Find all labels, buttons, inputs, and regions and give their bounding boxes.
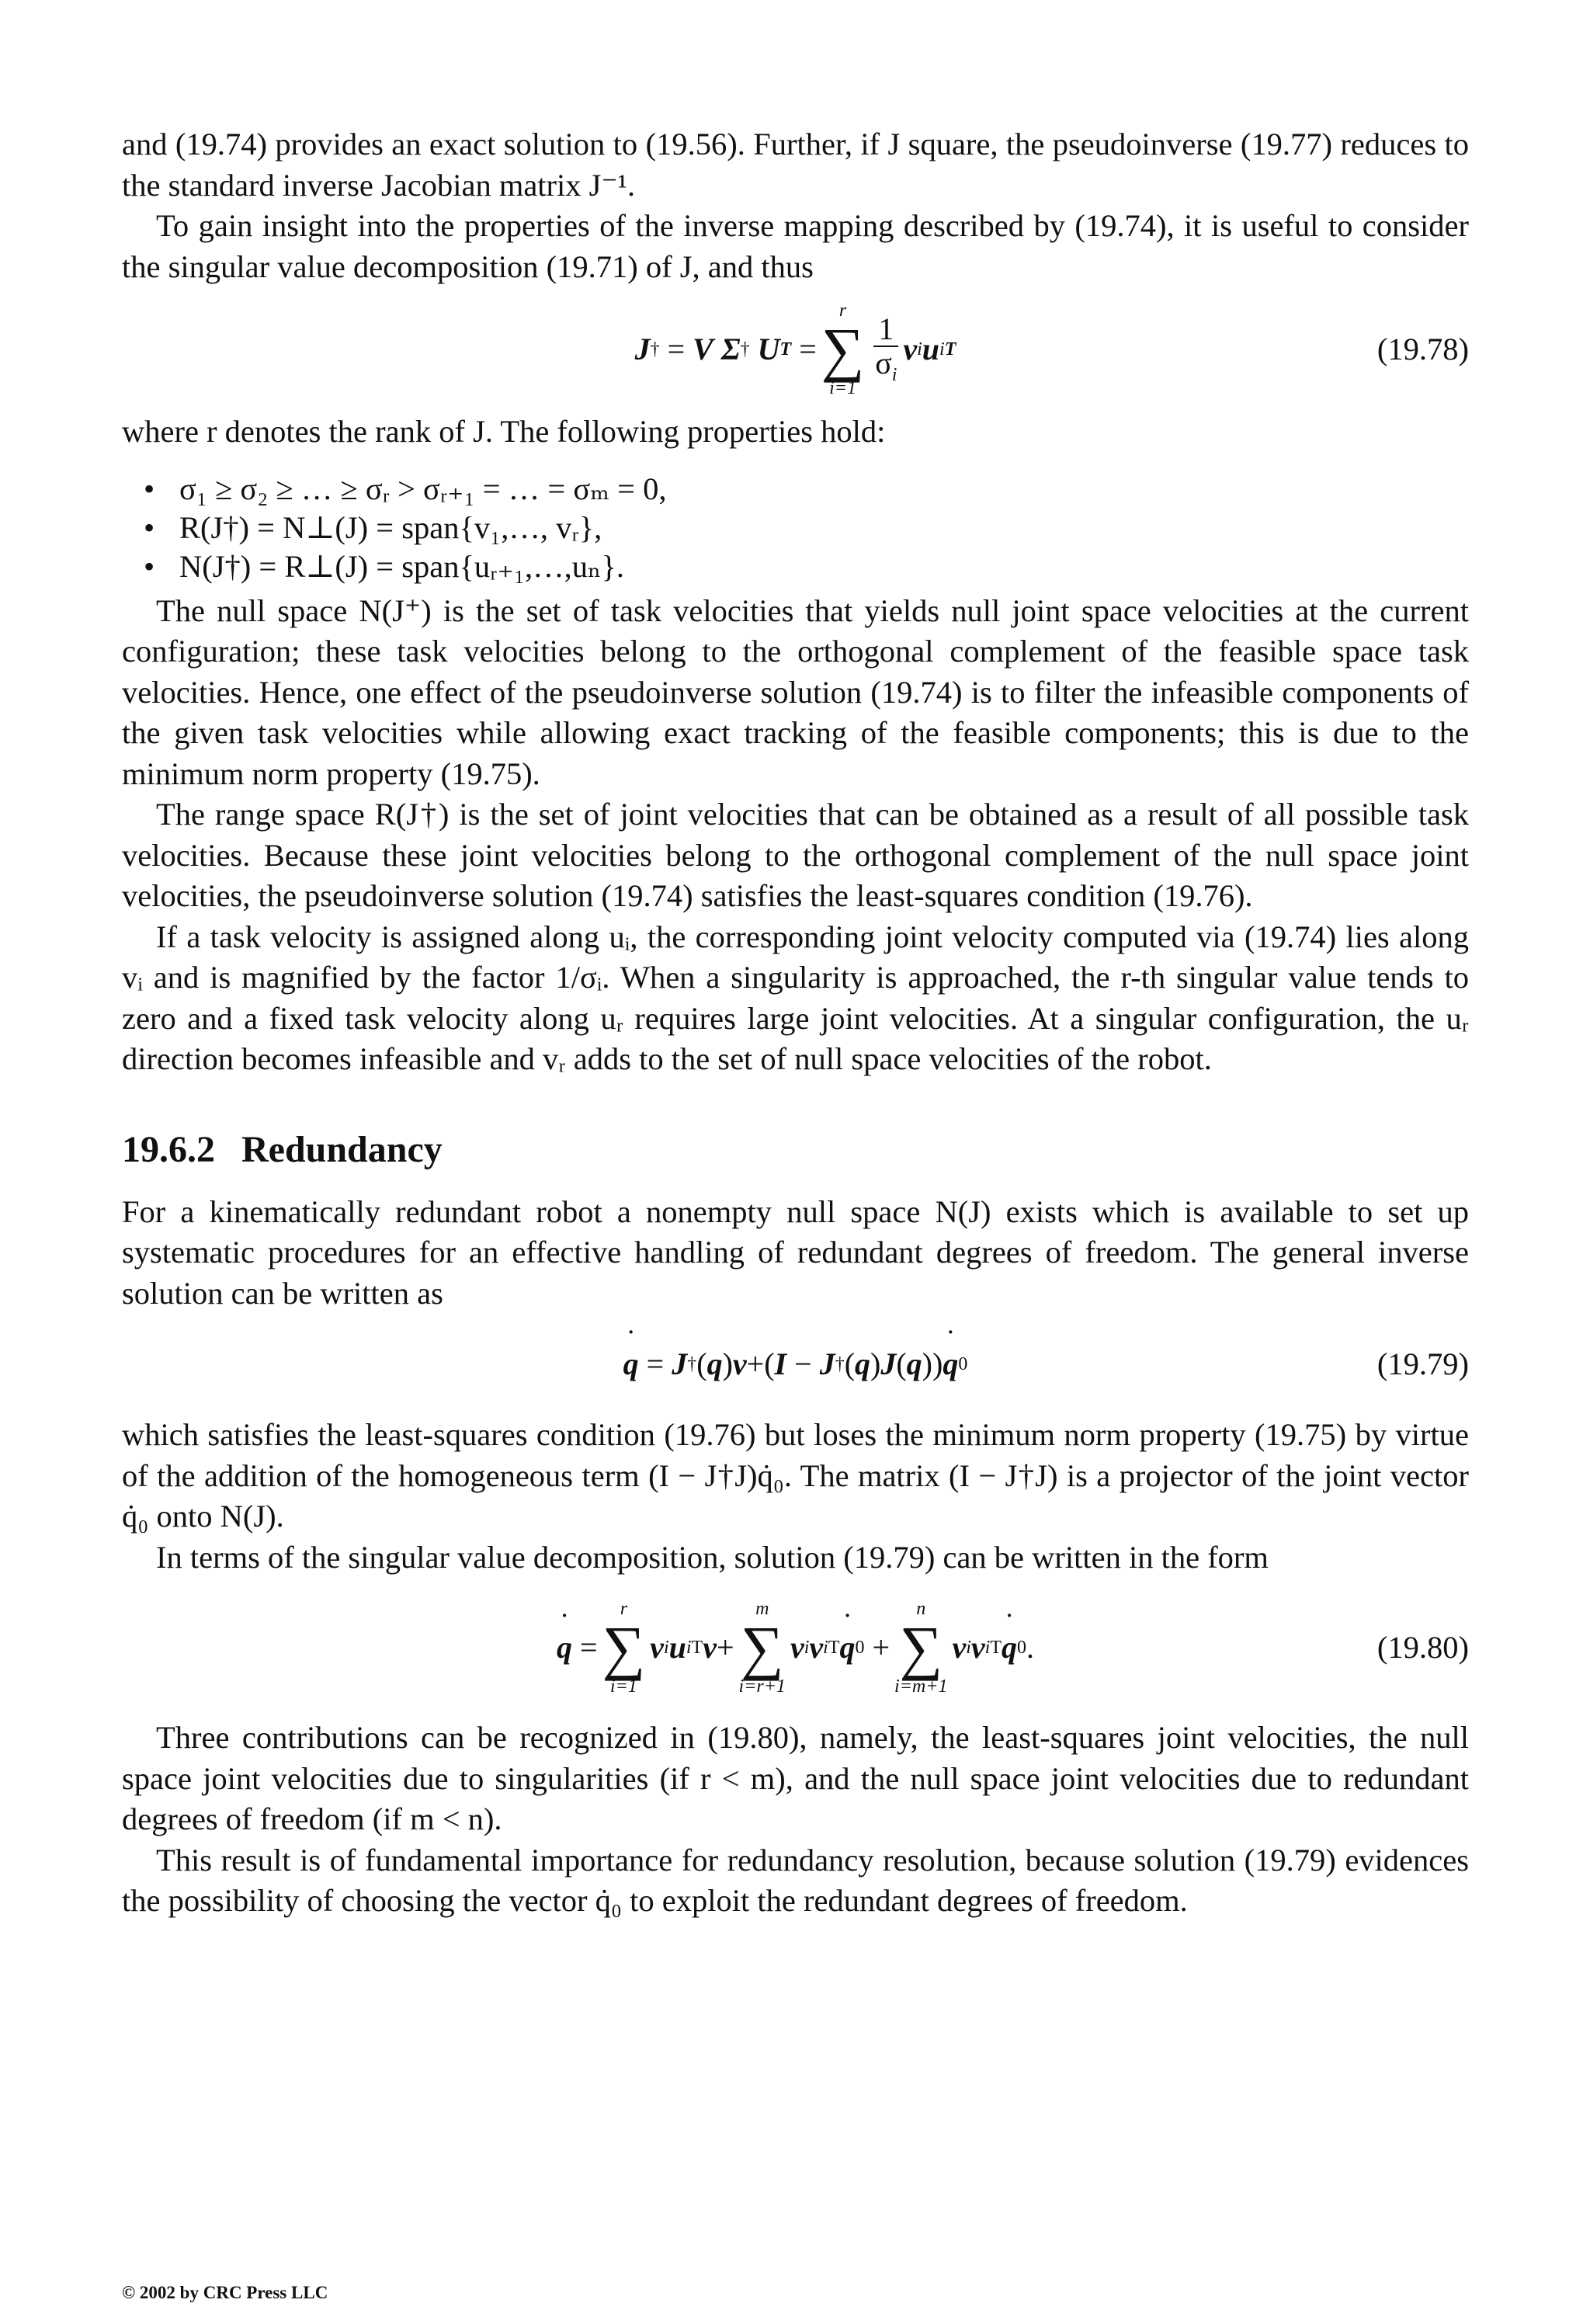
list-item: • N(J†) = R⊥(J) = span{uᵣ₊₁,…,uₙ}. [179,547,1469,586]
paragraph-6: If a task velocity is assigned along uᵢ, the corresponding joint velocity computed via (19.74) lies along vᵢ and is magnified by the factor 1/σᵢ. When a singularity is approached, the r-th singular value tends to zero and a fixed task velocity along uᵣ requires large joint velocities. At a singular configuration, the uᵣ direction becomes infeasible and vᵣ adds to the set of null space velocities of the robot. [122,919,1469,1076]
equation-19-80-formula: q ˙ = r ∑ i=1 v i u i T v + m ∑ i=r+1 v i v i T q ˙ 0 + n ∑ i=m+1 v i v i T q ˙ 0 . [122,1578,1469,1718]
paragraph-7: For a kinematically redundant robot a nonempty null space N(J) exists which is available to set up systematic procedures for an effective handling of redundant degrees of freedom. The general inverse solution can be written as [122,1193,1469,1311]
equation-19-80 [122,1578,1469,1718]
paragraph-2: To gain insight into the properties of the inverse mapping described by (19.74), it is useful to consider the singular value decomposition (19.71) of J, and thus [122,208,1469,284]
equation-19-79-formula: q ˙ = J † ( q ) v +( I − J † ( q ) J ( q )) q ˙ 0 [122,1314,1469,1415]
paragraph-1: and (19.74) provides an exact solution to (19.56). Further, if J square, the pseudoinverse (19.77) reduces to the standard inverse Jacobian matrix J⁻¹. [122,127,1469,203]
paragraph-8: which satisfies the least-squares condition (19.76) but loses the minimum norm property (19.75) by virtue of the addition of the homogeneous term (I − J†J)q̇₀. The matrix (I − J†J) is a projector of the joint vector q̇₀ onto N(J). [122,1417,1469,1534]
equation-19-79 [122,1314,1469,1415]
equation-19-78-formula: J † = V Σ † U T = r ∑ i=1 $\frac{1}{\sigma_i}$ v i u i T [634,300,956,399]
section-heading [122,1127,1469,1173]
paragraph-11: This result is of fundamental importance for redundancy resolution, because solution (19.79) evidences the possibility of choosing the vector q̇₀ to exploit the redundant degrees of freedom. [122,1842,1469,1918]
paragraph-4: The null space N(J⁺) is the set of task velocities that yields null joint space velocities at the current configuration; these task velocities belong to the orthogonal complement of the feasible space task velocities. Hence, one effect of the pseudoinverse solution (19.74) is to filter the infeasible components of the given task velocities while allowing exact tracking of the feasible components; this is due to the minimum norm property (19.75). [122,592,1469,791]
equation-number: (19.80) [1376,1629,1469,1665]
equation-number: (19.78) [1376,331,1469,366]
equation-19-78 [122,287,1469,412]
list-item: • σ₁ ≥ σ₂ ≥ … ≥ σᵣ > σᵣ₊₁ = … = σₘ = 0, [179,470,1469,509]
section-title: Redundancy [241,1128,443,1170]
equation-number: (19.79) [1376,1346,1469,1381]
paragraph-5: The range space R(J†) is the set of joint velocities that can be obtained as a result of all possible task velocities. Because these joint velocities belong to the orthogonal complement of the null space joint velocities, the pseudoinverse solution (19.74) satisfies the least-squares condition (19.76). [122,797,1469,913]
page-body [122,124,1469,1922]
copyright-footer: © 2002 by CRC Press LLC [122,2283,328,2302]
section-number: 19.6.2 [122,1128,215,1170]
paragraph-10: Three contributions can be recognized in (19.80), namely, the least-squares joint velocities, the null space joint velocities due to singularities (if r < m), and the null space joint velocities due to redundant degrees of freedom (if m < n). [122,1720,1469,1836]
paragraph-9: In terms of the singular value decomposition, solution (19.79) can be written in the form [156,1539,1269,1575]
properties-list [122,470,1469,586]
list-item: • R(J†) = N⊥(J) = span{v₁,…, vᵣ}, [179,509,1469,547]
paragraph-3: where r denotes the rank of J. The following properties hold: [122,414,886,449]
